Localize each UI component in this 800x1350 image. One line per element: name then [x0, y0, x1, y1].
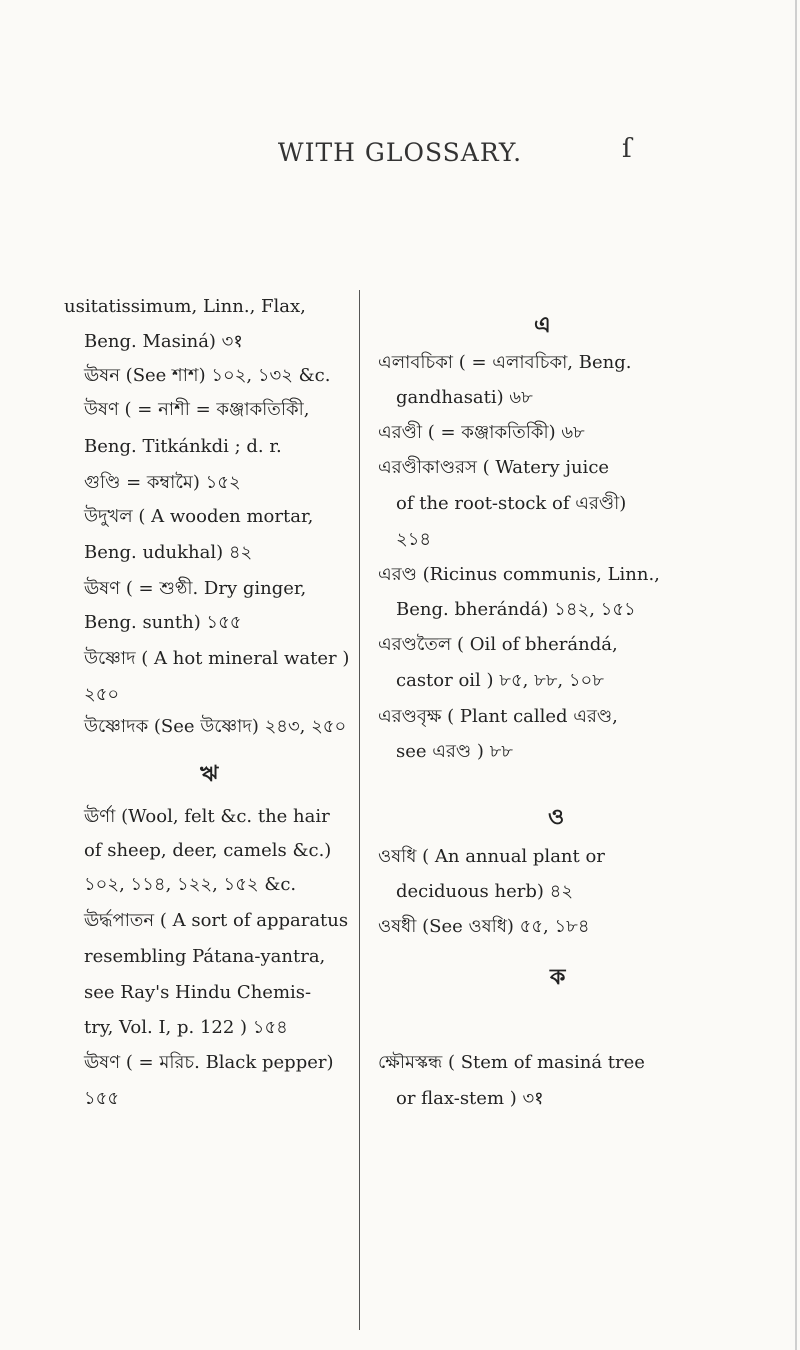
section-heading: ও	[548, 804, 565, 830]
entry-line: ঊষণ ( = শুণ্ঠী. Dry ginger,	[84, 578, 307, 599]
entry-line: castor oil ) ৮৫, ৮৮, ১০৮	[396, 670, 604, 691]
entry-line: of the root-stock of এরণ্ডী)	[396, 493, 627, 514]
entry-line: ক্ষৌমস্কন্ধ ( Stem of masiná tree	[378, 1052, 645, 1073]
entry-line: ঊষণ ( = মরিচ. Black pepper)	[84, 1052, 334, 1073]
entry-line: গুণ্ডি = কম্বামৈ) ১৫২	[84, 472, 241, 493]
entry-line: try, Vol. I, p. 122 ) ১৫৪	[84, 1017, 288, 1038]
entry-line: ওষধি ( An annual plant or	[378, 846, 605, 867]
entry-line: Beng. Titkánkdi ; d. r.	[84, 436, 282, 457]
entry-line: ঊষন (See শাশ) ১০২, ১৩২ &c.	[84, 365, 331, 386]
entry-line: উষ্ণোদক (See উষ্ণোদ) ২৪৩, ২৫০	[84, 716, 347, 737]
section-heading: ক	[550, 964, 566, 990]
entry-line: see Ray's Hindu Chemis-	[84, 982, 312, 1003]
column-divider	[359, 290, 360, 1330]
entry-line: Beng. udukhal) ৪২	[84, 542, 253, 563]
entry-line: ২১৪	[396, 529, 432, 550]
running-header: WITH GLOSSARY.	[277, 138, 523, 167]
entry-line: ১৫৫	[84, 1088, 120, 1109]
page-edge	[795, 0, 797, 1350]
section-heading: এ	[534, 312, 551, 338]
entry-line: উষ্ণোদ ( A hot mineral water )	[84, 648, 350, 669]
entry-line: deciduous herb) ৪২	[396, 881, 574, 902]
entry-line: উষণ ( = নাশী = কঞ্জাকতিকিী,	[84, 399, 310, 420]
section-heading: ঋ	[200, 761, 219, 787]
entry-line: of sheep, deer, camels &c.)	[84, 840, 332, 861]
entry-line: এরণ্ডী ( = কঞ্জাকতিকিী) ৬৮	[378, 422, 585, 443]
page-number: ſ	[622, 134, 632, 164]
entry-line: ঊর্দ্ধপাতন ( A sort of apparatus	[84, 910, 349, 931]
entry-line: usitatissimum, Linn., Flax,	[64, 296, 306, 317]
entry-line: এরণ্ডবৃক্ষ ( Plant called এরণ্ড,	[378, 706, 618, 727]
entry-line: এলাবচিকা ( = এলাবচিকা, Beng.	[378, 352, 632, 373]
entry-line: or flax-stem ) ৩१	[396, 1088, 544, 1109]
entry-line: Beng. Masiná) ৩१	[84, 331, 243, 352]
entry-line: উদুখল ( A wooden mortar,	[84, 506, 314, 527]
entry-line: এরণ্ডীকাণ্ডরস ( Watery juice	[378, 457, 610, 478]
entry-line: ২৫০	[84, 684, 120, 705]
entry-line: resembling Pátana-yantra,	[84, 946, 326, 967]
entry-line: ১০২, ১১৪, ১২২, ১৫২ &c.	[84, 874, 297, 895]
entry-line: এরণ্ডতৈল ( Oil of bherándá,	[378, 634, 618, 655]
entry-line: see এরণ্ড ) ৮৮	[396, 741, 513, 762]
entry-line: gandhasati) ৬৮	[396, 387, 533, 408]
entry-line: এরণ্ড (Ricinus communis, Linn.,	[378, 564, 660, 585]
entry-line: ঊর্ণা (Wool, felt &c. the hair	[84, 806, 330, 827]
entry-line: Beng. bherándá) ১৪২, ১৫১	[396, 599, 636, 620]
entry-line: ওষধী (See ওষধি) ৫৫, ১৮৪	[378, 916, 590, 937]
entry-line: Beng. sunth) ১৫৫	[84, 612, 242, 633]
